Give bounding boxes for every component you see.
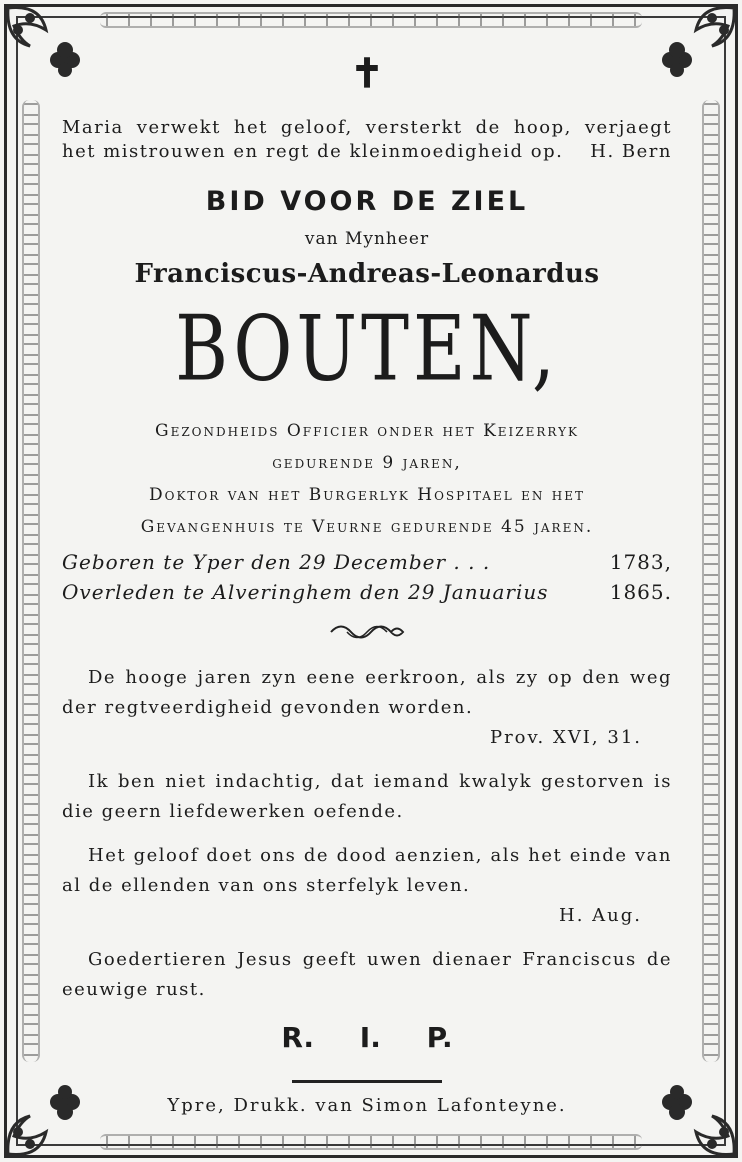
birth-line: [62, 547, 672, 577]
verse-reference: H. Aug.: [559, 905, 642, 926]
verse-paragraph: Ik ben niet indachtig, dat iemand kwalyk gestorven is die geern liefdewerken oefende.: [62, 771, 672, 822]
birth-year: 1783,: [609, 550, 672, 574]
verse-paragraph: Goedertieren Jesus geeft uwen dienaer Franciscus de eeuwige rust.: [62, 949, 672, 1000]
titles-block: [62, 415, 672, 543]
cross-icon: ✝: [350, 50, 384, 97]
top-chain-ornament: [100, 12, 642, 28]
opening-quote-source: H. Bern: [590, 141, 672, 162]
honorific: van Mynheer: [304, 229, 430, 249]
printer-credit: Ypre, Drukk. van Simon Lafonteyne.: [167, 1095, 567, 1116]
death-text: Overleden te Alveringhem den 29 Januarius: [62, 580, 549, 604]
divider: [292, 1080, 442, 1083]
flourish-icon: [62, 619, 672, 649]
opening-quote-text: Maria verwekt het geloof, versterkt de hoop, verjaegt het mistrouwen en regt de kleinmoedigheid op.: [62, 117, 672, 162]
left-chain-ornament: [22, 100, 40, 1062]
given-names: Franciscus-Andreas-Leonardus: [134, 259, 600, 289]
card-content: [62, 50, 672, 1116]
rip-text: R. I. P.: [281, 1021, 453, 1054]
title-line: Gevangenhuis te Veurne gedurende 45 jaren.: [140, 517, 594, 537]
verse-paragraph: De hooge jaren zyn eene eerkroon, als zy op den weg der regtveerdigheid gevonden worden.: [62, 667, 672, 718]
death-year: 1865.: [609, 580, 672, 604]
dates-block: [62, 547, 672, 607]
title-line: Gezondheids Officier onder het Keizerryk: [155, 421, 579, 441]
surname: BOUTEN,: [175, 295, 559, 401]
bottom-chain-ornament: [100, 1134, 642, 1150]
verse-reference: Prov. XVI, 31.: [489, 727, 642, 748]
right-chain-ornament: [702, 100, 720, 1062]
title-line: gedurende 9 jaren,: [272, 453, 462, 473]
heading-prayer: BID VOOR DE ZIEL: [205, 186, 529, 217]
verse-paragraph: Het geloof doet ons de dood aenzien, als het einde van al de ellenden van ons sterfelyk leven.: [62, 845, 672, 896]
death-line: [62, 577, 672, 607]
birth-text: Geboren te Yper den 29 December . . .: [62, 550, 491, 574]
opening-quote: [62, 116, 672, 164]
title-line: Doktor van het Burgerlyk Hospitael en het: [148, 485, 586, 505]
